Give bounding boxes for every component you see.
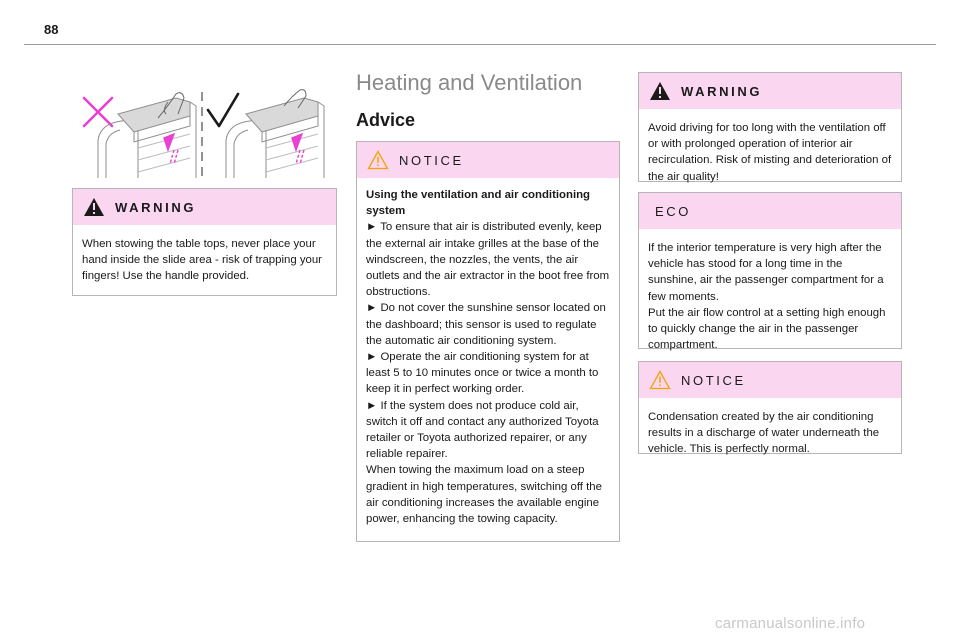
cross-icon: [84, 98, 112, 126]
eco-header: [639, 193, 901, 229]
warning-text: Avoid driving for too long with the ventilation off or with prolonged operation of interior air recirculation. Risk of misting and deterioration of the air quality!: [648, 122, 892, 183]
watermark: carmanualsonline.info: [715, 615, 866, 632]
notice-header: [639, 362, 901, 398]
warning-box-table: [72, 188, 337, 296]
notice-label: NOTICE: [681, 372, 746, 388]
table-stowing-illustration: [78, 88, 328, 180]
notice-text: Condensation created by the air conditioning results in a discharge of water underneath the vehicle. This is perfectly normal.: [648, 411, 880, 456]
notice-icon: [367, 150, 389, 170]
check-icon: [208, 94, 238, 126]
page-number: 88: [44, 22, 59, 37]
seat-drawing-right: [226, 90, 324, 178]
notice-label: NOTICE: [399, 152, 464, 168]
warning-icon: [649, 81, 671, 101]
eco-line: If the interior temperature is very high after the vehicle has stood for a long time in the sunshine, air the passenger compartment for a few moments.: [648, 242, 884, 303]
seat-drawing-wrong: [98, 93, 196, 178]
arrow-icon: [164, 134, 178, 164]
notice-line: When towing the maximum load on a steep gradient in high temperatures, switching off the air conditioning increases the available engine power, enhancing the towing capacity.: [366, 464, 602, 526]
notice-line: ► Do not cover the sunshine sensor located on the dashboard; this sensor is used to regulate the automatic air conditioning system.: [366, 302, 606, 347]
notice-heading: Using the ventilation and air conditioning system: [366, 189, 591, 218]
notice-header: [357, 142, 619, 178]
warning-box-ventilation: [638, 72, 902, 182]
warning-label: WARNING: [681, 83, 763, 99]
notice-box-ventilation: [356, 141, 620, 542]
eco-line: Put the air flow control at a setting high enough to quickly change the air in the passenger compartment.: [648, 306, 886, 352]
section-title: Heating and Ventilation: [356, 70, 583, 95]
warning-label: WARNING: [115, 199, 197, 215]
warning-header: [73, 189, 336, 225]
notice-line: ► To ensure that air is distributed evenly, keep the external air intake grilles at the base of the windscreen, the nozzles, the vents, the air outlets and the air extractor in the boot free from obstructions.: [366, 221, 610, 299]
warning-icon: [83, 197, 105, 217]
notice-box-condensation: [638, 361, 902, 454]
notice-line: ► Operate the air conditioning system for at least 5 to 10 minutes once or twice a month to keep it in perfect working order.: [366, 351, 599, 396]
header-rule: [24, 44, 936, 45]
warning-header: [639, 73, 901, 109]
notice-icon: [649, 370, 671, 390]
eco-box: [638, 192, 902, 352]
warning-text: When stowing the table tops, never place your hand inside the slide area - risk of trapping your fingers! Use the handle provided.: [82, 238, 322, 283]
subsection-title: Advice: [356, 110, 416, 130]
eco-label: ECO: [655, 203, 691, 219]
notice-line: ► If the system does not produce cold air, switch it off and contact any authorized Toyota retailer or Toyota authorized repairer, or any reliable repairer.: [366, 399, 599, 461]
